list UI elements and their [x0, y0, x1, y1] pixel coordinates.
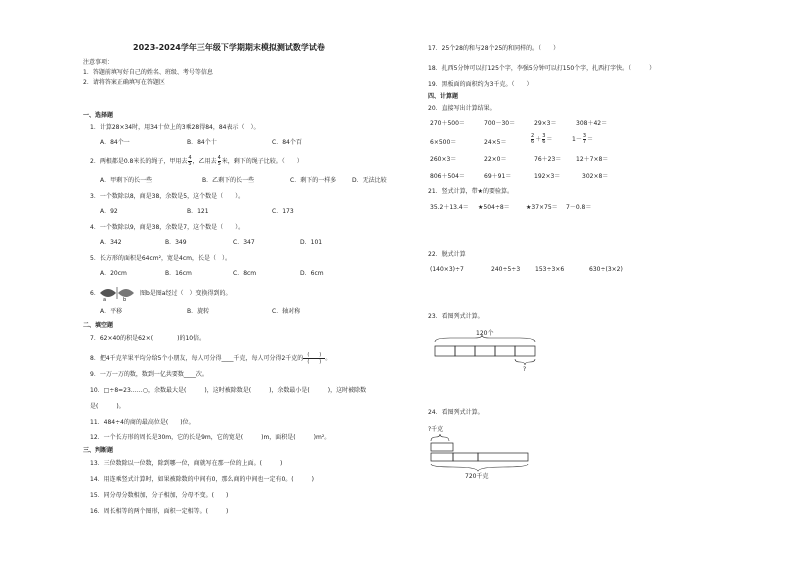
q6-label-b: b	[123, 297, 127, 303]
q11-stem: 11．484÷4的商的最高位是( )位。	[90, 419, 195, 426]
q5-option-a: A．20cm	[100, 270, 127, 277]
q23-top-label: 120个	[476, 330, 494, 337]
q3-option-a: A．92	[100, 208, 118, 215]
q21-item-3: ★37×75＝	[526, 204, 558, 211]
q19-stem: 19．黑板面的面积约为3千克。（ ）	[428, 81, 533, 88]
q20-r2-c4: 1－ $\frac{3}{7}$ ＝	[572, 133, 594, 145]
q24-top-brace	[431, 434, 449, 441]
q6-stem: 图b是图a经过（ ）变换得到的。	[140, 290, 232, 297]
q17-stem: 17．25个28的和与28个25的和同样的。（ ）	[428, 45, 560, 52]
q2-option-d: D．无法比较	[352, 177, 387, 184]
q6-leaf-b	[118, 289, 134, 297]
q18-stem: 18．扎西5分钟可以打125个字，李强5分钟可以打150个字，扎西打字快。（ ）	[428, 65, 656, 72]
q22-item-2: 240÷5÷3	[491, 266, 521, 273]
q20-r1-c4: 308＋42＝	[576, 120, 608, 127]
q4-option-b: B．349	[165, 239, 187, 246]
q2-fraction-2: $\frac{4}{5}$	[217, 155, 221, 167]
q4-option-d: D．101	[300, 239, 323, 246]
q20-fraction-c: $\frac{3}{7}$	[582, 133, 587, 145]
q2-option-a: A．甲剩下的长一些	[100, 177, 153, 184]
q6-option-b: B．旋转	[187, 308, 210, 315]
q13-stem: 13．三位数除以一位数，除到哪一位，商就写在那一位的上面。( )	[90, 460, 283, 467]
section-heading-judge: 三、判断题	[83, 447, 114, 454]
q22-item-3: 153÷3×6	[535, 266, 565, 273]
q2-option-b: B．乙剩下的长一些	[202, 177, 255, 184]
q20-r4-c1: 806＋504＝	[430, 173, 465, 180]
notice-item-1: 1．答题前填写好自己的姓名、班级、考号等信息	[83, 69, 213, 76]
q10-line-2: 是( )。	[90, 403, 125, 410]
q2-fraction-1: $\frac{4}{5}$	[188, 155, 192, 167]
q14-stem: 14．用连乘竖式计算时，如果被除数的中间有0，那么商的中间也一定有0。( )	[90, 476, 314, 483]
q24-bottom-brace	[431, 464, 528, 471]
section-heading-calc: 四、计算题	[428, 93, 459, 100]
q20-r1-c1: 270＋500＝	[430, 120, 465, 127]
q3-stem: 3．一个数除以8，商是38，余数是5，这个数是（ ）。	[90, 193, 245, 200]
q6-option-c: C．轴对称	[272, 308, 301, 315]
q20-r3-c3: 76＋23＝	[534, 156, 562, 163]
q20-r4-c4: 302×8＝	[582, 173, 609, 180]
q23-stem: 23．看图列式计算。	[428, 313, 484, 320]
q4-stem: 4．一个数除以9，商是38，余数是7，这个数是（ ）。	[90, 224, 245, 231]
q20-r2-c1: 6×500＝	[430, 139, 457, 146]
page-title: 2023-2024学年三年级下学期期末模拟测试数学试卷	[133, 43, 325, 52]
q24-bar-short	[431, 443, 453, 451]
q9-stem: 9．一万一万的数，数到一亿共要数____次。	[90, 371, 208, 378]
q24-top-label: ?千克	[428, 426, 444, 433]
notice-heading: 注意事项：	[83, 59, 114, 66]
q8-stem: 8．把4千克苹果平均分给5个小朋友，每人可分得____千克，每人可分得2千克的 $\frac{( )}{( )}$ 。	[90, 352, 332, 365]
q21-stem: 21．竖式计算，带★的要验算。	[428, 188, 514, 195]
section-heading-choice: 一、选择题	[83, 112, 114, 119]
q22-stem: 22．脱式计算	[428, 251, 466, 258]
q2-stem: 2．两根都是0.8米长的绳子，甲用去 $\frac{4}{5}$ ，乙用去 $\frac{4}{5}$ 米，剩下的绳子比较。（ ）	[90, 155, 303, 167]
q20-r3-c4: 12＋7×8＝	[576, 156, 609, 163]
q23-bottom-label: ?	[523, 366, 527, 373]
q21-item-2: ★504÷8＝	[478, 204, 510, 211]
q4-option-c: C．347	[233, 239, 255, 246]
q24-bar-long-seg-3	[478, 453, 528, 461]
q21-item-1: 35.2＋13.4＝	[430, 204, 469, 211]
notice-item-2: 2．请将答案正确填写在答题区	[83, 79, 165, 86]
q1-option-a: A．84个一	[100, 139, 130, 146]
q20-r4-c3: 192×3＝	[534, 173, 561, 180]
q20-r4-c2: 69＋91＝	[484, 173, 512, 180]
q20-stem: 20．直接写出计算结果。	[428, 105, 496, 112]
q24-bottom-label: 720千克	[465, 473, 489, 480]
q20-fraction-b: $\frac{3}{6}$	[542, 133, 546, 145]
q21-item-4: 7－0.8＝	[566, 204, 592, 211]
q24-bar-diagram	[428, 433, 538, 475]
q23-bar-seg-4	[495, 346, 515, 356]
q5-option-b: B．16cm	[165, 270, 192, 277]
q22-item-1: (140×3)÷7	[430, 266, 464, 273]
q6-number: 6．	[90, 290, 100, 297]
q23-top-brace	[435, 335, 535, 342]
q20-fraction-a: $\frac{2}{6}$	[531, 133, 535, 145]
q6-option-a: A．平移	[100, 308, 123, 315]
q20-r2-c2: 24×5＝	[484, 139, 507, 146]
q20-r3-c1: 260×3＝	[430, 156, 457, 163]
q24-stem: 24．看图列式计算。	[428, 409, 484, 416]
q5-option-c: C．8cm	[233, 270, 257, 277]
q23-bottom-brace	[515, 359, 535, 365]
q1-option-c: C．84个百	[272, 139, 302, 146]
q23-bar-seg-5	[515, 346, 535, 356]
q20-r1-c2: 700－30＝	[484, 120, 516, 127]
q3-option-c: C．173	[272, 208, 294, 215]
q8-blank-fraction: $\frac{( )}{( )}$	[303, 352, 325, 365]
q24-bar-long-seg-2	[453, 453, 478, 461]
q1-option-b: B．84个十	[187, 139, 217, 146]
q24-bar-long-seg-1	[431, 453, 453, 461]
q7-stem: 7．62×40的积是62×( )的10倍。	[90, 335, 206, 342]
q6-leaf-a	[100, 289, 116, 297]
q23-bar-seg-1	[435, 346, 455, 356]
q22-item-4: 630÷(3×2)	[589, 266, 623, 273]
q20-r2-c3: $\frac{2}{6}$ ＋ $\frac{3}{6}$ ＝	[531, 133, 553, 145]
q3-option-b: B．121	[187, 208, 209, 215]
q4-option-a: A．342	[100, 239, 122, 246]
q20-r3-c2: 22×0＝	[484, 156, 507, 163]
q16-stem: 16．周长相等的两个图形，面积一定相等。( )	[90, 508, 229, 515]
q2-option-c: C．剩下的一样多	[290, 177, 337, 184]
q1-stem: 1．计算28×34时，用34十位上的3乘28得84，84表示（ ）。	[90, 124, 260, 131]
q5-option-d: D．6cm	[300, 270, 324, 277]
q12-stem: 12．一个长方形的周长是30m，它的长是9m，它的宽是( )m，面积是( )m²。	[90, 434, 331, 441]
q23-bar-seg-3	[475, 346, 495, 356]
q23-bar-seg-2	[455, 346, 475, 356]
q6-label-a: a	[103, 297, 107, 303]
q10-line-1: 10．□÷8=23……○，余数最大是( )，这时被除数是( )，余数最小是( )，这时被除数	[90, 387, 367, 394]
q20-r1-c3: 29×3＝	[534, 120, 557, 127]
section-heading-fill: 二、填空题	[83, 322, 114, 329]
q15-stem: 15．同分母分数相加，分子相加，分母不变。( )	[90, 492, 229, 499]
q5-stem: 5．长方形的面积是64cm²，宽是4cm，长是（ ）。	[90, 255, 231, 262]
